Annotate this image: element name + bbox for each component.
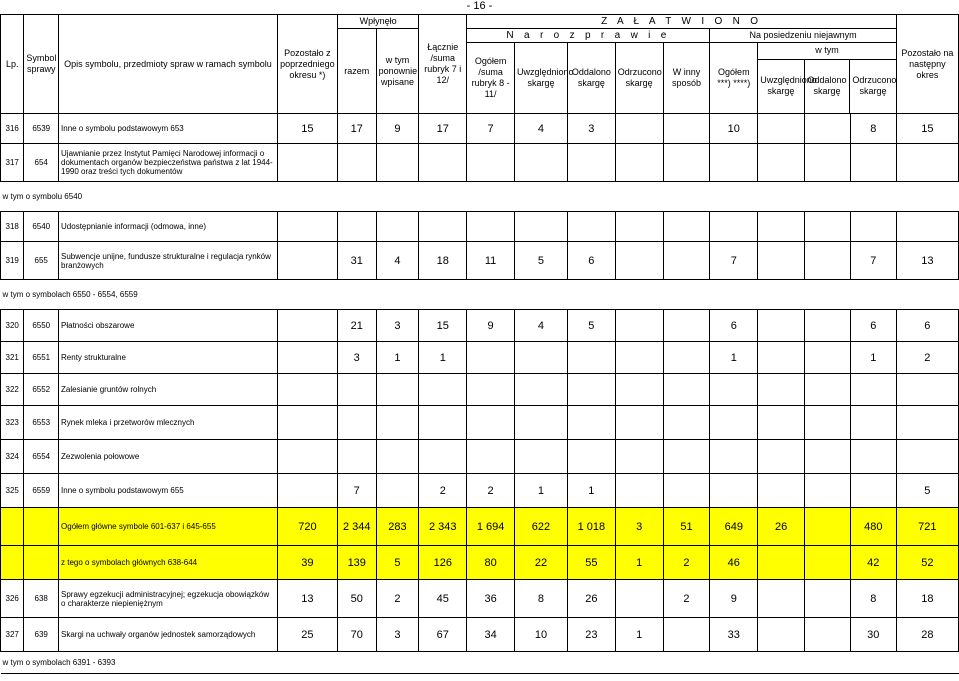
row-value: 139 [337,546,376,580]
row-value: 1 [615,618,663,652]
row-symbol: 6550 [24,310,59,342]
row-value [467,440,515,474]
row-value [277,310,337,342]
header-na-posiedzeniu: Na posiedzeniu niejawnym [710,29,896,43]
row-value [419,212,467,242]
row-value: 36 [467,580,515,618]
row-value: 720 [277,508,337,546]
row-value [758,374,805,406]
row-value: 5 [515,242,568,280]
row-symbol: 6539 [24,114,59,144]
row-value [515,374,568,406]
row-value: 3 [376,618,419,652]
table-row [1,652,959,674]
row-value: 22 [515,546,568,580]
row-lp: 316 [1,114,24,144]
row-value [758,342,805,374]
row-value [805,144,851,182]
row-value: 2 344 [337,508,376,546]
row-value: 39 [277,546,337,580]
row-value [850,406,896,440]
table-row [1,280,959,310]
row-value [896,440,958,474]
row-value: 622 [515,508,568,546]
row-value: 2 [419,474,467,508]
row-value: 5 [376,546,419,580]
row-value [376,212,419,242]
row-lp: 323 [1,406,24,440]
row-value [376,144,419,182]
row-value: 2 [896,342,958,374]
row-value [663,242,710,280]
row-value: 6 [850,310,896,342]
header-ogolem-star: Ogółem ***) ****) [710,43,758,114]
row-value: 649 [710,508,758,546]
row-value: 30 [850,618,896,652]
row-value [896,374,958,406]
row-lp: 321 [1,342,24,374]
row-value [663,212,710,242]
row-value [758,114,805,144]
row-value [337,406,376,440]
row-value [567,440,615,474]
row-value: 34 [467,618,515,652]
row-value: 17 [337,114,376,144]
row-value [850,144,896,182]
row-value [615,242,663,280]
row-value [419,144,467,182]
table-body [1,114,959,674]
row-value: 4 [515,114,568,144]
header-lp: Lp. [1,15,24,114]
row-value [758,310,805,342]
row-lp: 326 [1,580,24,618]
row-lp [1,546,24,580]
row-value [376,440,419,474]
row-value: 51 [663,508,710,546]
row-value [467,144,515,182]
row-value [758,618,805,652]
subgroup-note: w tym o symbolu 6540 [1,182,959,212]
row-value: 2 343 [419,508,467,546]
row-value [337,144,376,182]
header-w-tym-group [758,43,897,114]
header-wplynelo: Wpłynęło [337,15,418,29]
row-value: 8 [850,580,896,618]
row-value [376,474,419,508]
row-description: Rynek mleka i przetworów mlecznych [59,406,278,440]
row-value: 28 [896,618,958,652]
row-value [805,474,851,508]
row-description: Skargi na uchwały organów jednostek samorządowych [59,618,278,652]
row-value: 480 [850,508,896,546]
row-value [805,508,851,546]
row-value [277,474,337,508]
row-value [376,406,419,440]
row-value [710,212,758,242]
table-row [1,440,959,474]
row-value: 26 [567,580,615,618]
row-value: 10 [515,618,568,652]
row-value: 1 [515,474,568,508]
row-value [896,212,958,242]
row-value [710,144,758,182]
row-value: 46 [710,546,758,580]
row-value [805,374,851,406]
table-row [1,342,959,374]
row-value: 2 [467,474,515,508]
row-value [758,580,805,618]
row-value: 70 [337,618,376,652]
row-value [277,144,337,182]
row-value [467,406,515,440]
row-value: 1 [567,474,615,508]
row-value: 3 [337,342,376,374]
row-value [663,440,710,474]
row-value [567,406,615,440]
row-value [567,212,615,242]
row-value: 3 [615,508,663,546]
row-description: Inne o symbolu podstawowym 655 [59,474,278,508]
subgroup-note: w tym o symbolach 6391 - 6393 [1,652,959,674]
row-value: 2 [376,580,419,618]
header-symbol: Symbol sprawy [24,15,59,114]
row-value: 9 [710,580,758,618]
header-w-tym: w tym [758,43,896,59]
row-value: 21 [337,310,376,342]
row-value [805,242,851,280]
row-value [467,374,515,406]
statistics-table [0,14,959,674]
row-value [805,440,851,474]
row-value: 1 018 [567,508,615,546]
row-description: Subwencje unijne, fundusze strukturalne i regulacja rynków branżowych [59,242,278,280]
row-value: 721 [896,508,958,546]
row-value [758,144,805,182]
row-value [515,406,568,440]
row-symbol [24,546,59,580]
row-value: 55 [567,546,615,580]
row-lp: 317 [1,144,24,182]
row-value [615,342,663,374]
row-value [615,374,663,406]
header-uwzgledniono: Uwzględniono skargę [515,43,568,114]
table-row [1,580,959,618]
row-symbol: 6553 [24,406,59,440]
row-value: 6 [710,310,758,342]
row-value [805,212,851,242]
row-value [277,406,337,440]
row-value [850,212,896,242]
row-value: 1 694 [467,508,515,546]
row-value [277,242,337,280]
row-value [277,440,337,474]
row-value: 6 [896,310,958,342]
row-value: 1 [615,546,663,580]
row-value [337,374,376,406]
row-value [758,440,805,474]
row-symbol: 638 [24,580,59,618]
row-value: 10 [710,114,758,144]
row-value: 283 [376,508,419,546]
row-value [663,144,710,182]
row-value [758,212,805,242]
row-symbol: 6554 [24,440,59,474]
row-value [419,374,467,406]
row-value: 8 [850,114,896,144]
table-row [1,310,959,342]
row-value [467,342,515,374]
row-description: Renty strukturalne [59,342,278,374]
header-razem: razem [337,29,376,114]
row-value: 4 [376,242,419,280]
row-value [850,474,896,508]
row-value: 18 [896,580,958,618]
row-lp: 318 [1,212,24,242]
row-description: Inne o symbolu podstawowym 653 [59,114,278,144]
row-value [337,212,376,242]
row-value: 17 [419,114,467,144]
table-row [1,508,959,546]
row-value [896,406,958,440]
row-value [758,406,805,440]
row-value [615,580,663,618]
header-opis: Opis symbolu, przedmioty spraw w ramach symbolu [59,15,278,114]
row-lp [1,508,24,546]
row-value: 9 [376,114,419,144]
row-value [758,242,805,280]
row-value [805,406,851,440]
row-lp: 319 [1,242,24,280]
row-value [615,474,663,508]
row-symbol: 654 [24,144,59,182]
row-description: Płatności obszarowe [59,310,278,342]
row-value: 45 [419,580,467,618]
header-pozostalo-na: Pozostało na następny okres [896,15,958,114]
row-value [758,474,805,508]
header-w-inny: W inny sposób [663,43,710,114]
row-value [277,212,337,242]
row-description: Zezwolenia połowowe [59,440,278,474]
row-value: 15 [896,114,958,144]
row-value [805,618,851,652]
header-lacznie: Łącznie /suma rubryk 7 i 12/ [419,15,467,114]
row-value: 8 [515,580,568,618]
row-value: 25 [277,618,337,652]
header-ogolem-suma: Ogółem /suma rubryk 8 - 11/ [467,43,515,114]
row-value: 80 [467,546,515,580]
header-odrzucono: Odrzucono skargę [615,43,663,114]
row-value: 6 [567,242,615,280]
row-value [467,212,515,242]
row-value [805,342,851,374]
row-lp: 324 [1,440,24,474]
row-value [663,114,710,144]
row-value [896,144,958,182]
row-value: 1 [710,342,758,374]
header-uwzgledniono-2: Uwzględniono skargę [758,59,804,113]
row-value [615,310,663,342]
row-value [615,406,663,440]
row-value: 15 [419,310,467,342]
row-description: Sprawy egzekucji administracyjnej; egzekucja obowiązków o charakterze niepieniężnym [59,580,278,618]
row-value [419,440,467,474]
row-symbol: 655 [24,242,59,280]
row-value [663,374,710,406]
row-description: z tego o symbolach głównych 638-644 [59,546,278,580]
row-value [376,374,419,406]
table-row [1,374,959,406]
row-description: Ujawnianie przez Instytut Pamięci Narodowej informacji o dokumentach organów bezpieczeństwa państwa z lat 1944-1990 oraz treści tych dokumentów [59,144,278,182]
row-value [567,342,615,374]
header-oddalono: Oddalono skargę [567,43,615,114]
row-value: 9 [467,310,515,342]
row-value [758,546,805,580]
row-value [850,440,896,474]
row-description: Zalesianie gruntów rolnych [59,374,278,406]
row-value [663,618,710,652]
header-pozostalo-z: Pozostało z poprzedniego okresu *) [277,15,337,114]
table-row [1,144,959,182]
row-symbol [24,508,59,546]
row-value: 1 [376,342,419,374]
row-value: 3 [376,310,419,342]
row-value [515,342,568,374]
row-value: 18 [419,242,467,280]
row-value [615,440,663,474]
row-value [337,440,376,474]
row-value: 1 [419,342,467,374]
header-oddalono-2: Oddalono skargę [804,59,850,113]
row-value: 5 [896,474,958,508]
row-value [515,440,568,474]
row-value: 126 [419,546,467,580]
header-w-tym-ponownie: w tym ponownie wpisane [376,29,419,114]
row-value: 13 [896,242,958,280]
table-row [1,114,959,144]
row-value: 23 [567,618,615,652]
row-value: 33 [710,618,758,652]
row-value [710,474,758,508]
row-value: 52 [896,546,958,580]
table-row [1,618,959,652]
row-value: 26 [758,508,805,546]
row-value [805,310,851,342]
row-value: 15 [277,114,337,144]
table-row [1,242,959,280]
row-value: 50 [337,580,376,618]
header-zalatwiono: Z A Ł A T W I O N O [467,15,897,29]
row-value: 3 [567,114,615,144]
page-number: - 16 - [466,0,493,12]
header-odrzucono-2: Odrzucono skargę [852,75,897,97]
row-value: 7 [337,474,376,508]
row-value [515,144,568,182]
row-value: 7 [850,242,896,280]
row-lp: 322 [1,374,24,406]
header-na-rozprawie: N a r o z p r a w i e [467,29,710,43]
row-value [663,406,710,440]
row-lp: 325 [1,474,24,508]
row-lp: 320 [1,310,24,342]
row-symbol: 639 [24,618,59,652]
row-value: 7 [467,114,515,144]
row-value [805,580,851,618]
row-value [663,342,710,374]
row-value: 7 [710,242,758,280]
row-value: 67 [419,618,467,652]
row-value: 11 [467,242,515,280]
row-value [805,114,851,144]
row-value: 31 [337,242,376,280]
table-row [1,182,959,212]
subgroup-note: w tym o symbolach 6550 - 6554, 6559 [1,280,959,310]
row-value [567,144,615,182]
row-value [615,144,663,182]
row-value: 42 [850,546,896,580]
row-description: Udostępnianie informacji (odmowa, inne) [59,212,278,242]
row-value: 4 [515,310,568,342]
row-symbol: 6552 [24,374,59,406]
row-description: Ogółem główne symbole 601-637 i 645-655 [59,508,278,546]
row-value [710,406,758,440]
row-value [567,374,615,406]
row-symbol: 6540 [24,212,59,242]
row-value [515,212,568,242]
row-symbol: 6551 [24,342,59,374]
row-value [277,342,337,374]
row-value [615,114,663,144]
row-value: 1 [850,342,896,374]
row-value: 5 [567,310,615,342]
table-row [1,406,959,440]
row-value [277,374,337,406]
row-value [615,212,663,242]
row-value [663,474,710,508]
row-value: 2 [663,580,710,618]
table-row [1,212,959,242]
row-lp: 327 [1,618,24,652]
row-value [805,546,851,580]
row-value [419,406,467,440]
row-value [710,374,758,406]
table-row [1,474,959,508]
row-value [850,374,896,406]
row-symbol: 6559 [24,474,59,508]
row-value [710,440,758,474]
row-value [663,310,710,342]
table-row [1,546,959,580]
row-value: 2 [663,546,710,580]
row-value: 13 [277,580,337,618]
